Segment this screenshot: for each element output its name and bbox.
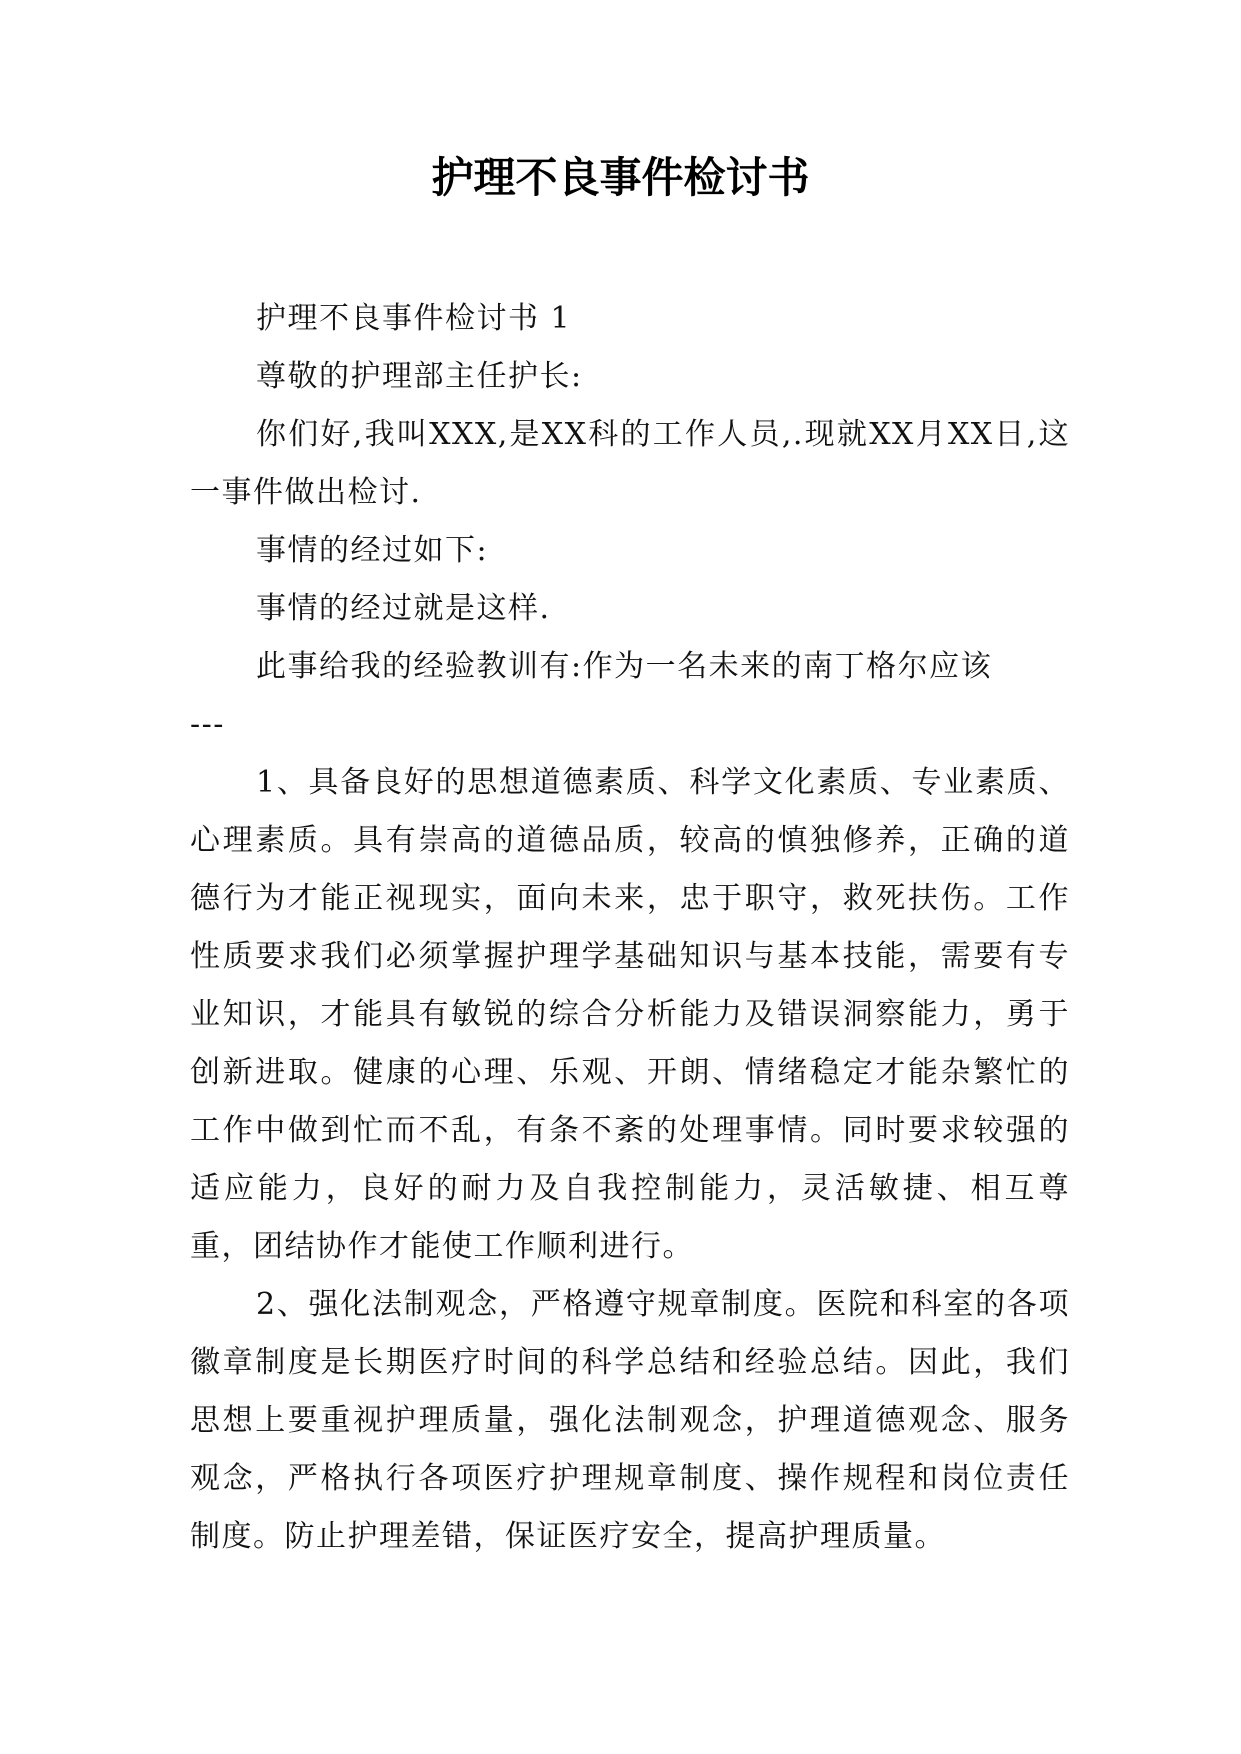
paragraph-point-2: 2、强化法制观念，严格遵守规章制度。医院和科室的各项徽章制度是长期医疗时间的科学总结和经验总结。因此，我们思想上要重视护理质量，强化法制观念，护理道德观念、服务观念，严格执行各项医疗护理规章制度、操作规程和岗位责任制度。防止护理差错，保证医疗安全，提高护理质量。 xyxy=(190,1287,1070,1554)
paragraph-events-intro: 事情的经过如下: xyxy=(256,533,489,568)
document-title: 护理不良事件检讨书 xyxy=(431,153,810,202)
paragraph-greeting: 你们好,我叫XXX,是XX科的工作人员,.现就XX月XX日,这一事件做出检讨. xyxy=(190,417,1070,510)
paragraph-salutation: 尊敬的护理部主任护长: xyxy=(256,359,583,394)
paragraph-heading: 护理不良事件检讨书 1 xyxy=(256,301,572,336)
paragraph-lessons-intro: 此事给我的经验教训有:作为一名未来的南丁格尔应该 xyxy=(256,649,993,684)
dash-line: --- xyxy=(190,707,225,742)
paragraph-point-1: 1、具备良好的思想道德素质、科学文化素质、专业素质、心理素质。具有崇高的道德品质，较高的慎独修养，正确的道德行为才能正视现实，面向未来，忠于职守，救死扶伤。工作性质要求我们必须掌握护理学基础知识与基本技能，需要有专业知识，才能具有敏锐的综合分析能力及错误洞察能力，勇于创新进取。健康的心理、乐观、开朗、情绪稳定才能杂繁忙的工作中做到忙而不乱，有条不紊的处理事情。同时要求较强的适应能力，良好的耐力及自我控制能力，灵活敏捷、相互尊重，团结协作才能使工作顺利进行。 xyxy=(190,765,1070,1264)
document-body xyxy=(190,290,1070,1566)
paragraph-events-end: 事情的经过就是这样. xyxy=(256,591,551,626)
